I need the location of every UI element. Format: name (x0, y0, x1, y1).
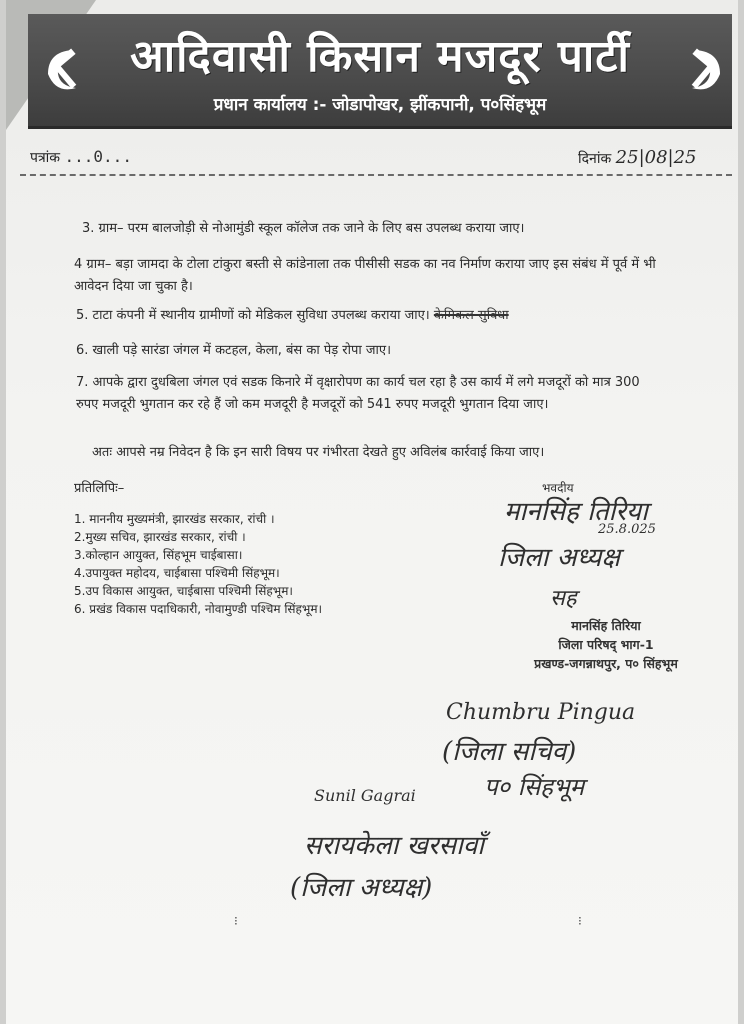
date-label: दिनांक (578, 151, 612, 167)
letter-date (578, 147, 697, 168)
list-item: 4 ग्राम– बड़ा जामदा के टोला टांकुरा बस्ती से कांडेनाला तक पीसीसी सडक का नव निर्माण कराया जाए इस संबंध में पूर्व में भी आवेदन दिया जा चुका है। (74, 257, 656, 294)
closing: भवदीय (542, 481, 574, 495)
letterhead (28, 14, 732, 129)
handwritten-name: Sunil Gagrai (314, 786, 416, 805)
list-item: 3. ग्राम– परम बालजोड़ी से नोआमुंडी स्कूल कॉलेज तक जाने के लिए बस उपलब्ध कराया जाए। (82, 221, 525, 236)
struck-text: केमिकल सुविधा (433, 308, 509, 323)
signer-block-name: प्रखण्ड-जगन्नाथपुर, प० सिंहभूम (534, 656, 678, 671)
cc-title: प्रतिलिपिः– (74, 481, 125, 496)
handwritten-title: (जिला सचिव) (442, 737, 577, 767)
signature-name: मानसिंह तिरिया (504, 497, 648, 527)
signature-date: 25.8.025 (598, 522, 656, 537)
cc-item: 2.मुख्य सचिव, झारखंड सरकार, रांची । (74, 530, 246, 544)
divider (20, 174, 732, 176)
handwritten-place: प० सिंहभूम (484, 773, 585, 801)
party-name: आदिवासी किसान मजदूर पार्टी (130, 31, 630, 82)
punch-mark: ⁝ (234, 914, 238, 928)
signer-role: जिला परिषद्‌ भाग-1 (558, 637, 654, 652)
office-address: प्रधान कार्यालय :- जोडापोखर, झींकपानी, प०सिंहभूम (213, 95, 547, 115)
signature-title: जिला अध्यक्ष (498, 543, 621, 573)
signer-name: मानसिंह तिरिया (571, 618, 641, 633)
handwritten-title: (जिला अध्यक्ष) (290, 873, 433, 903)
cc-item: 3.कोल्हान आयुक्त, सिंहभूम चाईबासा। (74, 548, 243, 562)
signature-extra: सह (550, 586, 577, 611)
list-item: 6. खाली पड़े सारंडा जंगल में कटहल, केला, बंस का पेड़ रोपा जाए। (76, 343, 392, 358)
item-text: 5. टाटा कंपनी में स्थानीय ग्रामीणों को मेडिकल सुविधा उपलब्ध कराया जाए। (76, 308, 430, 323)
handwritten-name: Chumbru Pingua (446, 700, 636, 725)
reference-label: पत्रांक (30, 150, 61, 166)
request-paragraph: अतः आपसे नम्र निवेदन है कि इन सारी विषय पर गंभीरता देखते हुए अविलंब कार्रवाई किया जाए। (92, 445, 545, 460)
handwritten-place: सरायकेला खरसावाँ (304, 831, 485, 861)
list-item (76, 305, 676, 327)
cc-list (74, 510, 322, 618)
date-value: 25|08|25 (615, 147, 697, 168)
reference-number (30, 147, 132, 167)
cc-item: 1. माननीय मुख्यमंत्री, झारखंड सरकार, रांची । (74, 512, 275, 526)
cc-item: 4.उपायुक्त महोदय, चाईबासा पश्चिमी सिंहभूम। (74, 566, 280, 580)
reference-value: ...0... (64, 147, 132, 166)
punch-mark: ⁝ (578, 914, 582, 928)
list-item: 7. आपके द्वारा दुधबिला जंगल एवं सडक किनारे में वृक्षारोपण का कार्य चल रहा है उस कार्य में लगे मजदूरों को मात्र 300 रुपए मजदूरी भुगतान कर रहे हैं जो कम मजदूरी है मजदूरों को 541 रुपए मजदूरी भुगतान दिया जाए। (76, 375, 640, 412)
cc-item: 5.उप विकास आयुक्त, चाईबासा पश्चिमी सिंहभूम। (74, 584, 293, 598)
signer-block (506, 616, 706, 673)
letter-page (6, 0, 738, 1024)
cc-item: 6. प्रखंड विकास पदाधिकारी, नोवामुण्डी पश्चिम सिंहभूम। (74, 602, 323, 616)
